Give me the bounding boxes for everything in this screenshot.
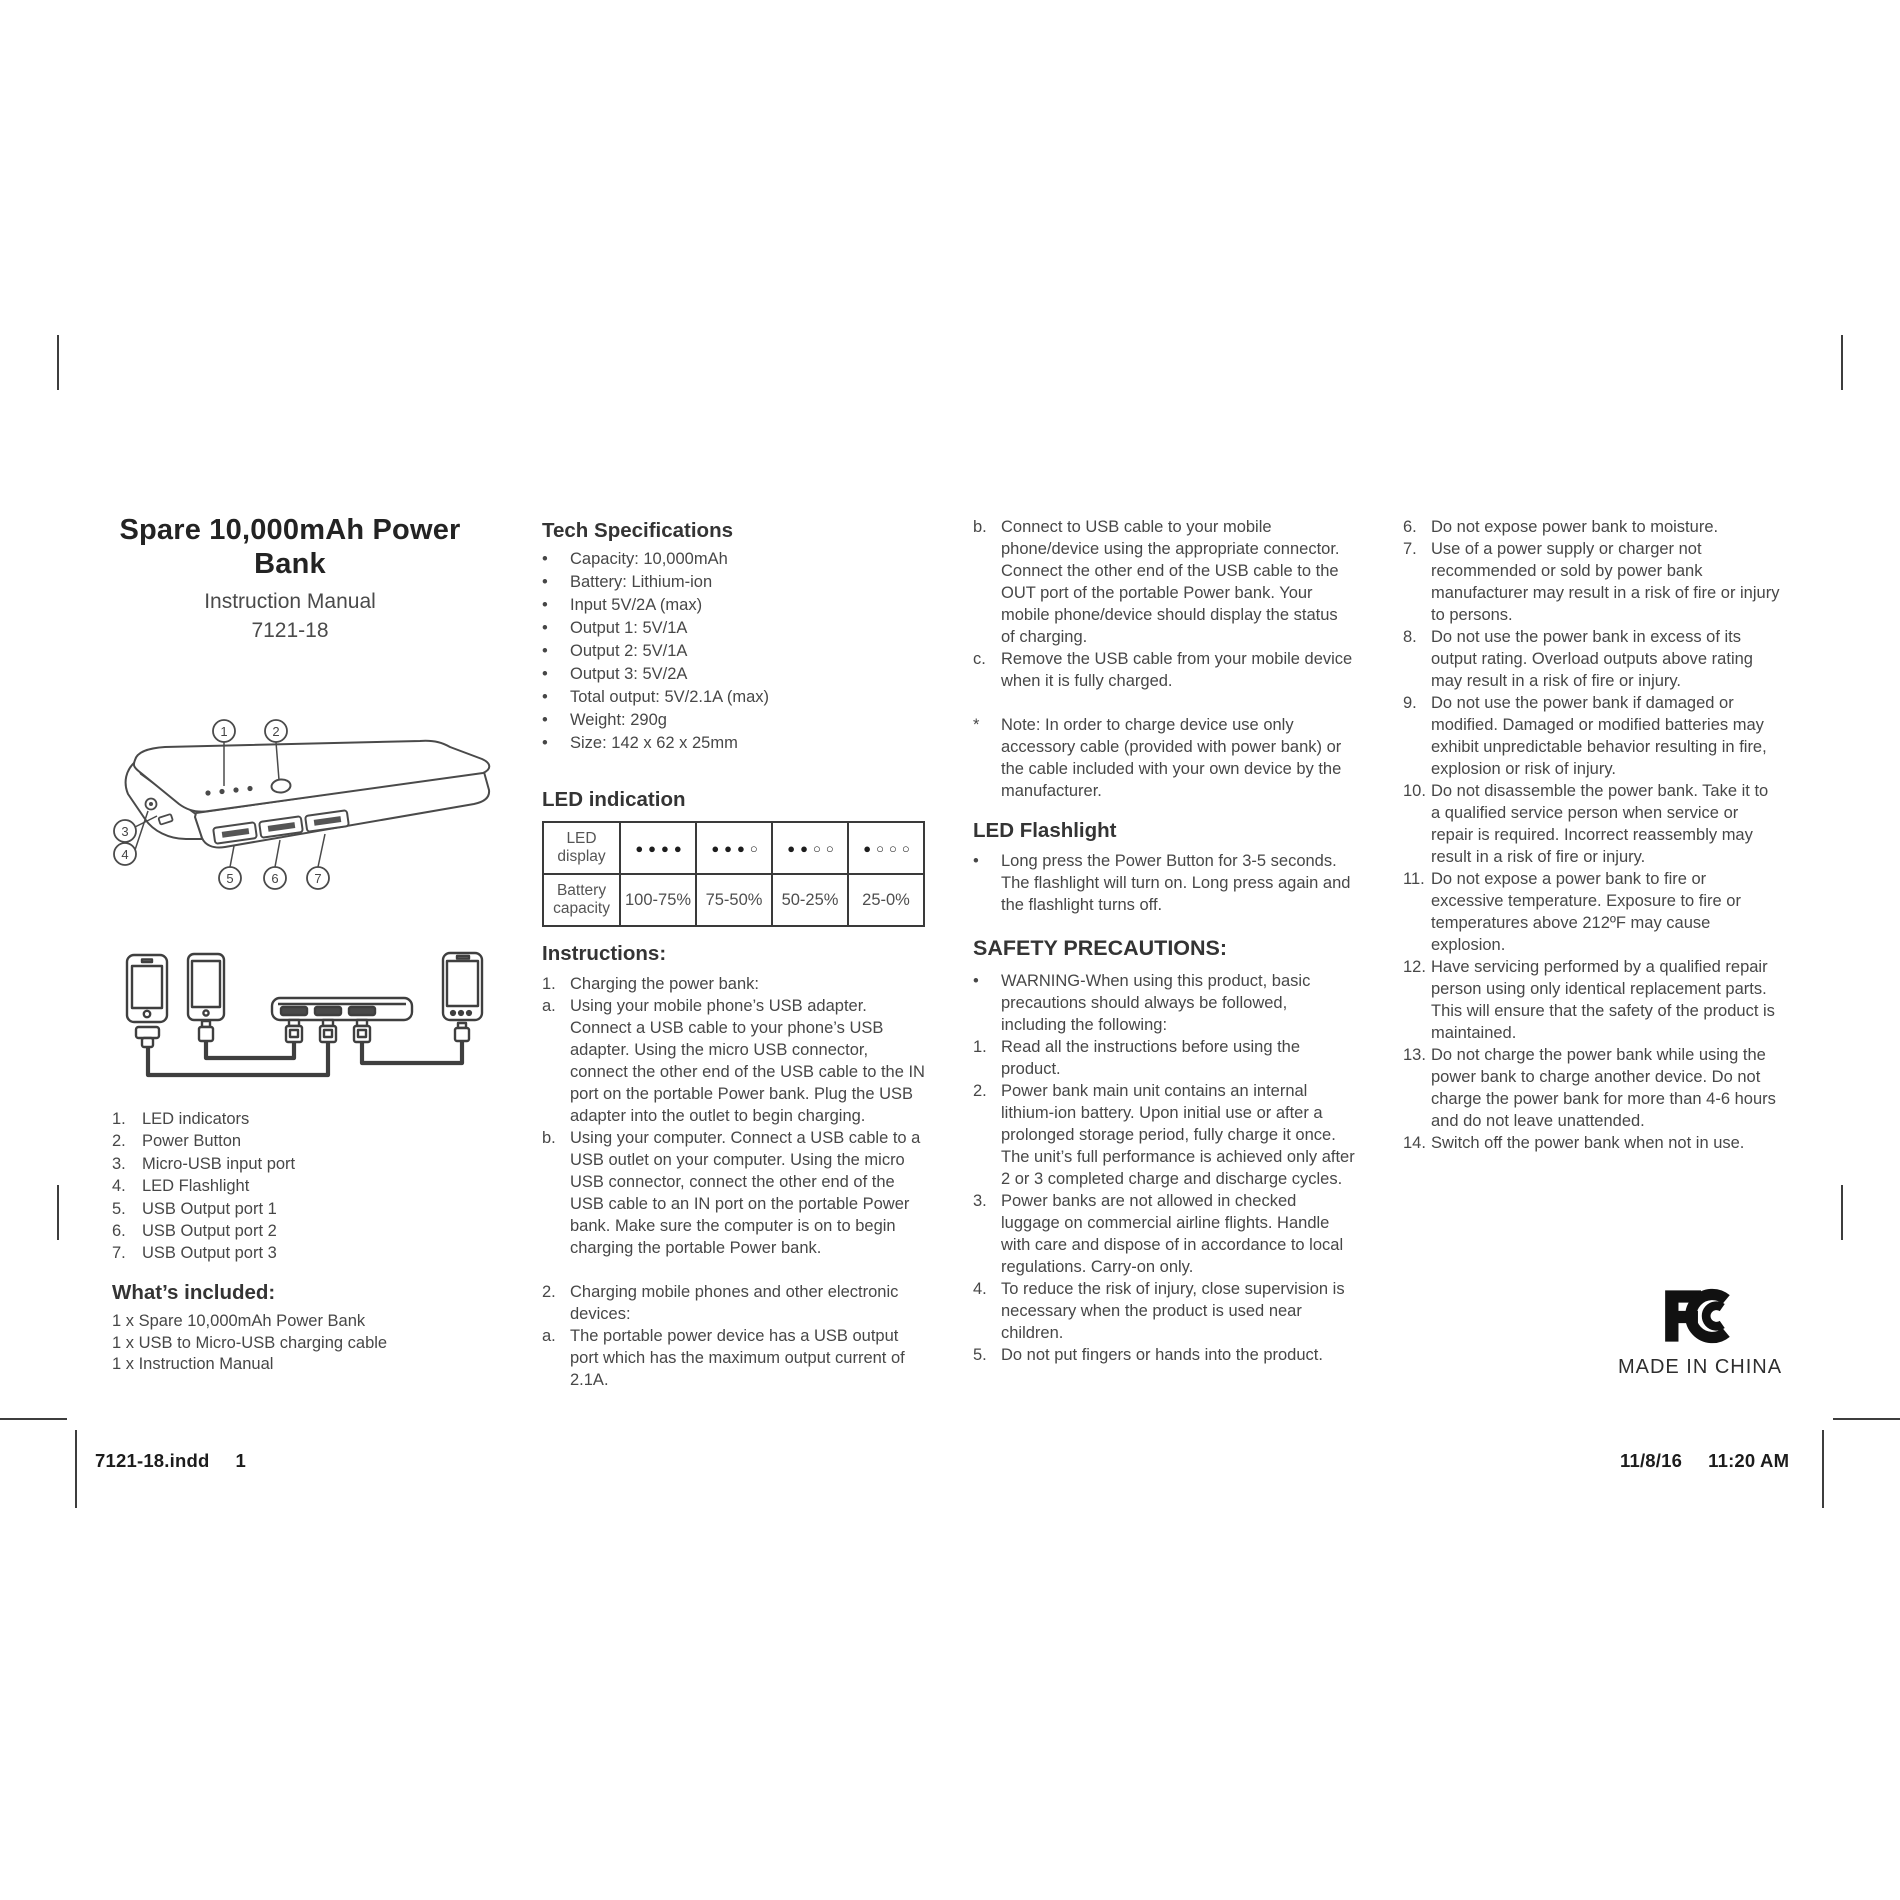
charging-cables [148, 1041, 462, 1075]
spec-item: • Output 2: 5V/1A [542, 642, 688, 660]
power-bank-side-icon [272, 998, 412, 1020]
led-flashlight-heading: LED Flashlight [973, 819, 1117, 842]
capacity-cell: 25-0% [848, 874, 924, 926]
list-item: 7. USB Output port 3 [112, 1244, 277, 1263]
crop-mark-mid-right [1841, 1185, 1843, 1240]
spec-item: • Output 1: 5V/1A [542, 619, 688, 637]
safety-item: 1. Read all the instructions before using the product. [973, 1038, 1301, 1078]
power-bank-diagram [95, 700, 495, 900]
list-item: 4. LED Flashlight [112, 1177, 250, 1196]
instruction-item: 1. Charging the power bank: [542, 975, 759, 993]
page-title-line1: Spare 10,000mAh Power [119, 514, 461, 546]
column-tech-specs [542, 518, 925, 1391]
crop-mark-bottom-left-v [75, 1430, 77, 1508]
included-item: 1 x Spare 10,000mAh Power Bank [112, 1312, 366, 1330]
safety-item: 9. Do not use the power bank if damaged or modified. Damaged or modified batteries may exhibit unpredictable behavior resulting in fire, explosion or risk of injury. [1403, 694, 1767, 778]
capacity-cell: 75-50% [696, 874, 772, 926]
instruction-item: a. The portable power device has a USB output port which has the maximum output current of 2.1A. [542, 1327, 905, 1389]
column-usage-safety [973, 516, 1355, 1366]
footer-right [1620, 1450, 1789, 1472]
callout-7: 7 [314, 871, 322, 886]
instruction-item: a. Using your mobile phone’s USB adapter. Connect a USB cable to your phone’s USB adapter. Using the micro USB connector, connect the other end of the USB cable to the IN port on the portable Power bank. Plug the USB adapter into the outlet to begin charging. [542, 997, 925, 1125]
compliance-block [1598, 1286, 1802, 1379]
spec-item: • Battery: Lithium-ion [542, 573, 713, 591]
safety-item: 6. Do not expose power bank to moisture. [1403, 518, 1719, 536]
page-number: 1 [235, 1450, 246, 1471]
safety-precautions-heading: SAFETY PRECAUTIONS: [973, 936, 1228, 960]
included-item: 1 x USB to Micro-USB charging cable [112, 1333, 388, 1352]
safety-item: 8. Do not use the power bank in excess of its output rating. Overload outputs above rating may result in a risk of fire or injury. [1403, 628, 1753, 690]
parts-list [112, 1108, 472, 1265]
battery-capacity-label: Battery capacity [543, 874, 620, 926]
instructions-list [542, 973, 925, 1391]
safety-item: 4. To reduce the risk of injury, close supervision is necessary when the product is used near children. [973, 1280, 1345, 1342]
safety-item: 10. Do not disassemble the power bank. Take it to a qualified service person when service or repair is required. Incorrect reassembly may result in a risk of fire or injury. [1403, 782, 1769, 866]
title-block [90, 513, 490, 645]
callout-4: 4 [121, 847, 129, 862]
made-in-china-label: MADE IN CHINA [1617, 1356, 1783, 1378]
list-item: 5. USB Output port 1 [112, 1199, 277, 1218]
instructions-heading: Instructions: [542, 942, 667, 965]
safety-item: 3. Power banks are not allowed in checked luggage on commercial airline flights. Handle with care and dispose of in accordance to local regulations. Carry-on only. [973, 1192, 1344, 1276]
led-dots-cell: ●○○○ [848, 822, 924, 874]
safety-item: 13. Do not charge the power bank while using the power bank to charge another device. Do not charge the power bank for more than 4-6 hours and do not leave unattended. [1403, 1046, 1776, 1130]
whats-included-heading: What’s included: [112, 1281, 276, 1304]
led-indication-table [542, 821, 925, 927]
whats-included-section [112, 1280, 472, 1376]
led-display-label: LED display [543, 822, 620, 874]
instruction-item: b. Using your computer. Connect a USB cable to a USB outlet on your computer. Using the micro USB connector, connect the other end of the USB cable to an IN port on the portable Power bank. Make sure the computer is on to begin charging the portable Power bank. [542, 1129, 921, 1257]
callout-6: 6 [271, 871, 279, 886]
capacity-cell: 50-25% [772, 874, 848, 926]
list-item: 3. Micro-USB input port [112, 1154, 296, 1173]
charging-diagram [95, 945, 495, 1085]
spec-item: • Capacity: 10,000mAh [542, 550, 728, 568]
file-name: 7121-18.indd [95, 1450, 210, 1471]
table-row-battery-capacity [543, 874, 924, 926]
safety-item: 11. Do not expose a power bank to fire or excessive temperature. Exposure to fire or temperatures above 212ºF may cause explosion. [1403, 870, 1741, 954]
tech-specs-list [542, 548, 925, 755]
instruction-item: c. Remove the USB cable from your mobile device when it is fully charged. [973, 650, 1353, 690]
footer-left [95, 1450, 246, 1472]
callout-1: 1 [220, 724, 228, 739]
column-safety-continued [1403, 516, 1780, 1154]
phone-1-icon [127, 955, 167, 1047]
led-dots-cell: ●●●○ [696, 822, 772, 874]
included-item: 1 x Instruction Manual [112, 1355, 274, 1373]
phone-2-icon [188, 954, 224, 1041]
crop-mark-top-right [1841, 335, 1843, 390]
spec-item: • Weight: 290g [542, 711, 667, 729]
safety-item: 5. Do not put fingers or hands into the product. [973, 1346, 1323, 1364]
fcc-logo-icon [1659, 1286, 1741, 1346]
spec-item: • Total output: 5V/2.1A (max) [542, 688, 770, 706]
led-dots-cell: ●●○○ [772, 822, 848, 874]
flashlight-item: • Long press the Power Button for 3-5 seconds. The flashlight will turn on. Long press again and the flashlight turns off. [973, 852, 1351, 914]
usb-plugs [286, 1020, 370, 1042]
model-number: 7121-18 [251, 619, 329, 642]
safety-item: 12. Have servicing performed by a qualified repair person using only identical replacement parts. This will ensure that the safety of the product is maintained. [1403, 958, 1775, 1042]
phone-3-icon [443, 953, 482, 1041]
safety-item: 14. Switch off the power bank when not in use. [1403, 1134, 1745, 1152]
instruction-item: b. Connect to USB cable to your mobile phone/device using the appropriate connector. Connect the other end of the USB cable to the OUT port of the portable Power bank. Your mobile phone/device should display the status of charging. [973, 518, 1340, 646]
crop-mark-bottom-right-h [1833, 1418, 1900, 1420]
list-item: 6. USB Output port 2 [112, 1222, 277, 1241]
subtitle: Instruction Manual [204, 590, 376, 613]
list-item: 2. Power Button [112, 1132, 242, 1151]
callout-5: 5 [226, 871, 234, 886]
table-row-led-display [543, 822, 924, 874]
note-item: * Note: In order to charge device use only accessory cable (provided with power bank) or the cable included with your own device by the manufacturer. [973, 716, 1342, 800]
spec-item: • Size: 142 x 62 x 25mm [542, 734, 738, 752]
capacity-cell: 100-75% [620, 874, 696, 926]
spec-item: • Input 5V/2A (max) [542, 596, 703, 614]
safety-list [973, 970, 1355, 1366]
callout-2: 2 [272, 724, 280, 739]
tech-specs-heading: Tech Specifications [542, 519, 734, 542]
instruction-item: 2. Charging mobile phones and other electronic devices: [542, 1283, 899, 1323]
flashlight-lens [149, 802, 153, 806]
crop-mark-bottom-right-v [1822, 1430, 1824, 1508]
led-dots-cell: ●●●● [620, 822, 696, 874]
safety-item: • WARNING-When using this product, basic precautions should always be followed, including the following: [973, 972, 1311, 1034]
safety-item: 7. Use of a power supply or charger not recommended or sold by power bank manufacturer may result in a risk of fire or injury to persons. [1403, 540, 1780, 624]
spec-item: • Output 3: 5V/2A [542, 665, 688, 683]
led-indication-heading: LED indication [542, 788, 686, 811]
list-item: 1. LED indicators [112, 1110, 250, 1128]
crop-mark-mid-left [57, 1185, 59, 1240]
print-time: 11:20 AM [1708, 1450, 1790, 1471]
page-title-line2: Bank [254, 548, 326, 580]
safety-item: 2. Power bank main unit contains an internal lithium-ion battery. Upon initial use or after a prolonged storage period, fully charge it once. The unit’s full performance is achieved only after 2 or 3 completed charge and discharge cycles. [973, 1082, 1355, 1188]
crop-mark-top-left [57, 335, 59, 390]
callout-3: 3 [121, 824, 129, 839]
print-date: 11/8/16 [1620, 1450, 1683, 1471]
crop-mark-bottom-left-h [0, 1418, 67, 1420]
